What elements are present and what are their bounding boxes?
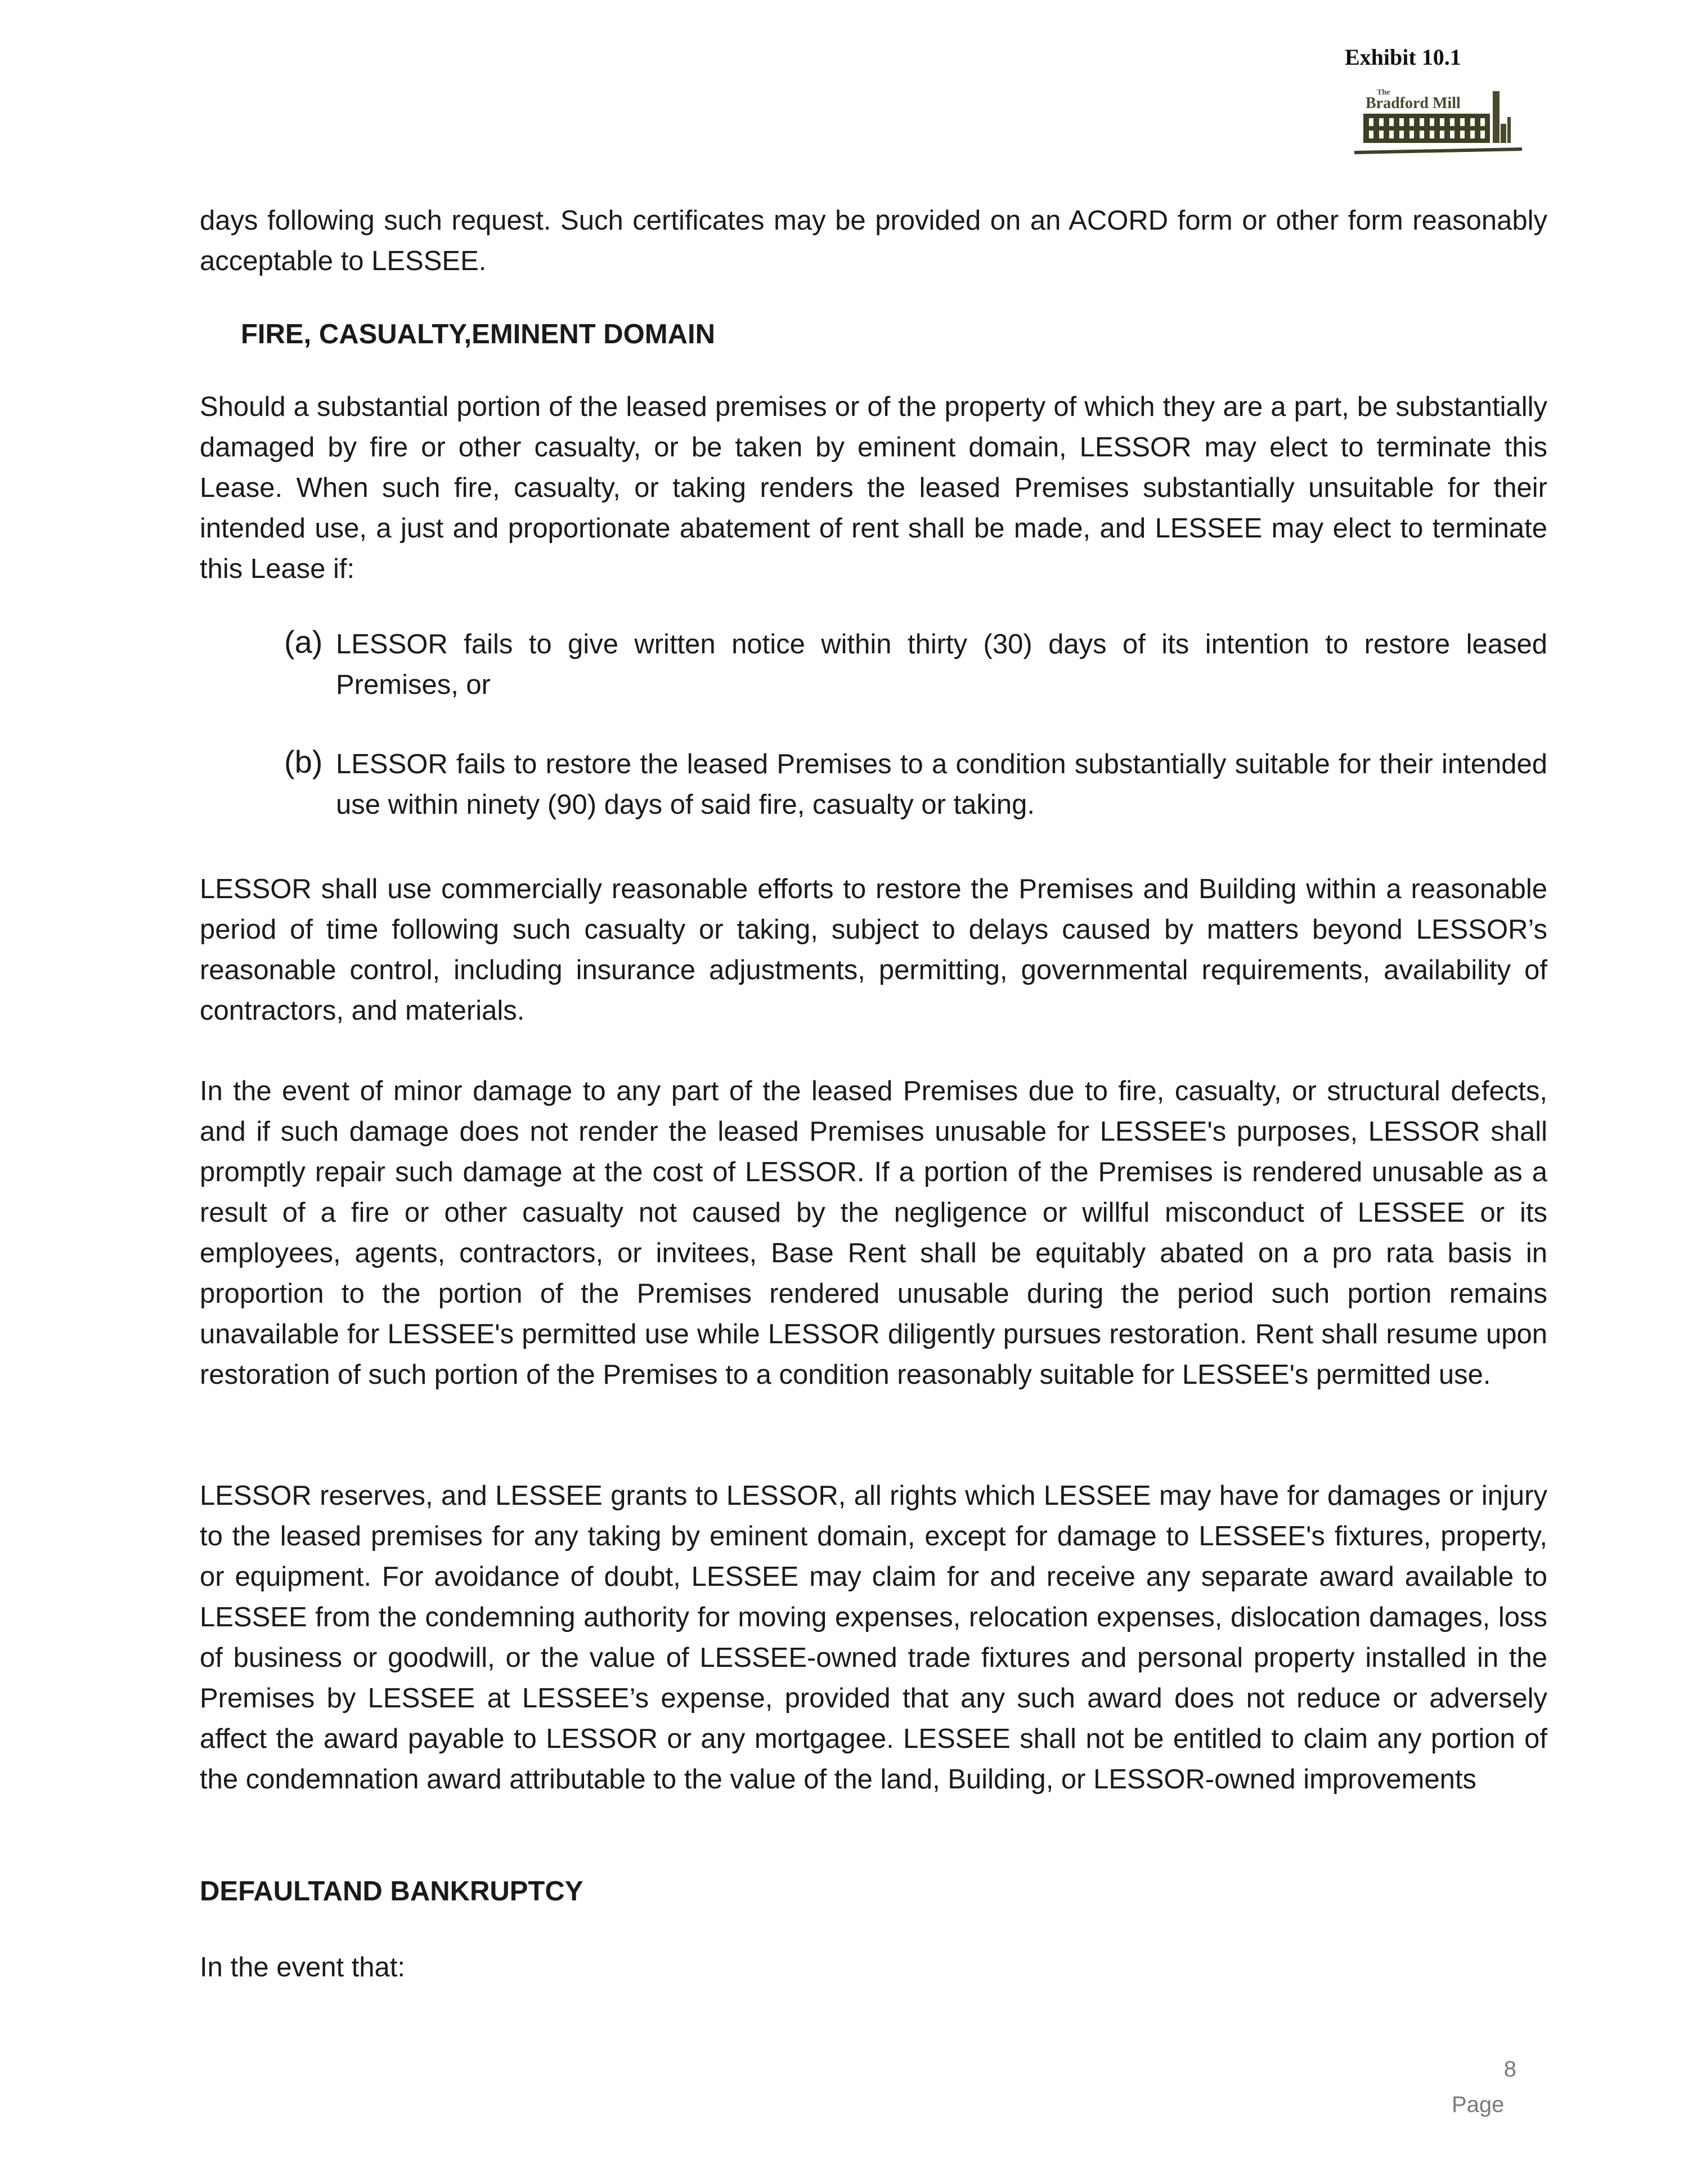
heading-fire-casualty: FIRE, CASUALTY,EMINENT DOMAIN <box>241 319 715 349</box>
paragraph-substantial-damage: Should a substantial portion of the leased premises or of the property of which they are a part, be substantially damaged by fire or other casualty, or be taken by eminent domain, LESSOR may elect to terminate this Lease. When such fire, casualty, or taking renders the leased Premises substantially unsuitable for their intended use, a just and proportionate abatement of rent shall be made, and LESSEE may elect to terminate this Lease if: <box>200 392 1547 584</box>
list-text-a: LESSOR fails to give written notice within thirty (30) days of its intention to restore leased Premises, or <box>336 629 1547 700</box>
list-marker-b: (b) <box>284 744 323 779</box>
paragraph-restoration-efforts: LESSOR shall use commercially reasonable efforts to restore the Premises and Building within a reasonable period of time following such casualty or taking, subject to delays caused by matters beyond LESSOR’s reasonable control, including insurance adjustments, permitting, governmental requirements, availability of contractors, and materials. <box>200 874 1547 1026</box>
paragraph-certificates: days following such request. Such certificates may be provided on an ACORD form or other form reasonably acceptable to LESSEE. <box>200 205 1547 276</box>
logo-the-text: The <box>1377 88 1390 97</box>
heading-default-bankruptcy: DEFAULTAND BANKRUPTCY <box>200 1876 583 1907</box>
paragraph-eminent-domain-rights: LESSOR reserves, and LESSEE grants to LESSOR, all rights which LESSEE may have for damages or injury to the leased premises for any taking by eminent domain, except for damage to LESSEE's fixtures, property, or equipment. For avoidance of doubt, LESSEE may claim for and receive any separate award available to LESSEE from the condemning authority for moving expenses, relocation expenses, dislocation damages, loss of business or goodwill, or the value of LESSEE-owned trade fixtures and personal property installed in the Premises by LESSEE at LESSEE’s expense, provided that any such award does not reduce or adversely affect the award payable to LESSOR or any mortgagee. LESSEE shall not be entitled to claim any portion of the condemnation award attributable to the value of the land, Building, or LESSOR-owned improvements <box>200 1481 1547 1795</box>
bradford-mill-logo <box>1353 84 1528 163</box>
list-item-b <box>284 744 1547 825</box>
page-label: Page <box>1452 2092 1505 2117</box>
paragraph-in-the-event: In the event that: <box>200 1952 406 1983</box>
logo-name-text: Bradford Mill <box>1366 95 1461 112</box>
list-marker-a: (a) <box>284 624 323 660</box>
list-text-b: LESSOR fails to restore the leased Premises to a condition substantially suitable for their intended use within ninety (90) days of said fire, casualty or taking. <box>336 749 1547 820</box>
page-number: 8 <box>1503 2057 1516 2082</box>
list-item-a <box>284 624 1547 705</box>
paragraph-minor-damage: In the event of minor damage to any part of the leased Premises due to fire, casualty, or structural defects, and if such damage does not render the leased Premises unusable for LESSEE's purposes, LESSOR shall promptly repair such damage at the cost of LESSOR. If a portion of the Premises is rendered unusable as a result of a fire or other casualty not caused by the negligence or willful misconduct of LESSEE or its employees, agents, contractors, or invitees, Base Rent shall be equitably abated on a pro rata basis in proportion to the portion of the Premises rendered unusable during the period such portion remains unavailable for LESSEE's permitted use while LESSOR diligently pursues restoration. Rent shall resume upon restoration of such portion of the Premises to a condition reasonably suitable for LESSEE's permitted use. <box>200 1076 1547 1390</box>
exhibit-label: Exhibit 10.1 <box>1345 44 1461 70</box>
